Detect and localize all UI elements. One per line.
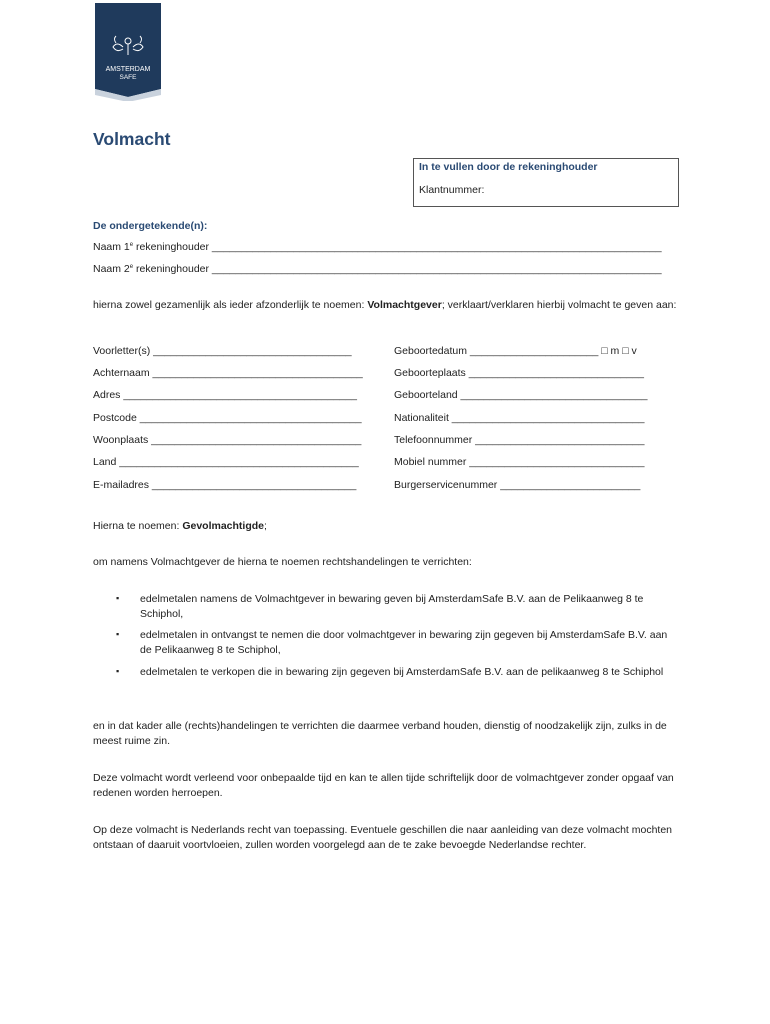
bullet-marker: ▪: [116, 593, 120, 603]
ordinal-sup: e: [129, 264, 134, 270]
name2-line: rekeninghouder _____________________________________________________________________________: [133, 263, 662, 275]
field-postcode[interactable]: Postcode ______________________________________: [93, 412, 362, 424]
ordinal-sup: e: [129, 242, 134, 248]
page-title: Volmacht: [93, 129, 171, 149]
list-item: edelmetalen te verkopen die in bewaring zijn gegeven bij AmsterdamSafe B.V. aan de pelikaanweg 8 te Schiphol: [140, 666, 664, 678]
gevolmachtigde-term: Gevolmachtigde: [182, 520, 265, 532]
account-holder-box: [413, 158, 679, 207]
bullet-marker: ▪: [116, 629, 120, 639]
client-number-label: Klantnummer:: [419, 184, 485, 196]
field-initials[interactable]: Voorletter(s) __________________________________: [93, 345, 352, 357]
field-mobile[interactable]: Mobiel nummer ______________________________: [394, 456, 645, 468]
list-item: edelmetalen in ontvangst te nemen die door volmachtgever in bewaring zijn gegeven bij AmsterdamSafe B.V. aan de Pelikaanweg 8 te Schiphol,: [140, 629, 668, 656]
law-paragraph: Op deze volmacht is Nederlands recht van toepassing. Eventuele geschillen die naar aanleiding van deze volmacht mochten ontstaan of daaruit voortvloeien, zullen worden voorgelegd aan de te zake bevoegde Nederlandse rechter.: [93, 824, 673, 851]
account-box-heading: In te vullen door de rekeninghouder: [419, 161, 598, 173]
name2-field[interactable]: [93, 262, 662, 276]
signatories-heading: De ondergetekende(n):: [93, 220, 208, 232]
field-surname[interactable]: Achternaam ____________________________________: [93, 367, 363, 379]
field-bsn[interactable]: Burgerservicenummer ________________________: [394, 479, 641, 491]
name1-label: Naam 1: [93, 241, 130, 253]
name2-label: Naam 2: [93, 263, 130, 275]
field-country[interactable]: Land _________________________________________: [93, 456, 359, 468]
field-birthplace[interactable]: Geboorteplaats ______________________________: [394, 367, 644, 379]
svg-text:SAFE: SAFE: [119, 74, 137, 81]
field-city[interactable]: Woonplaats ____________________________________: [93, 434, 362, 446]
name1-field[interactable]: [93, 240, 662, 254]
volmachtgever-term: Volmachtgever: [367, 299, 442, 311]
bullet-marker: ▪: [116, 666, 120, 676]
svg-text:AMSTERDAM: AMSTERDAM: [105, 66, 151, 73]
authorized-line: Hierna te noemen: Gevolmachtigde;: [93, 520, 267, 532]
scope-paragraph: en in dat kader alle (rechts)handelingen te verrichten die daarmee verband houden, dienstig of noodzakelijk zijn, zulks in de meest ruime zin.: [93, 720, 667, 747]
acts-intro: om namens Volmachtgever de hierna te noemen rechtshandelingen te verrichten:: [93, 556, 472, 568]
field-nationality[interactable]: Nationaliteit _________________________________: [394, 412, 645, 424]
intro-paragraph: hierna zowel gezamenlijk als ieder afzonderlijk te noemen: Volmachtgever; verklaart/verklaren hierbij volmacht te geven aan:: [93, 299, 677, 311]
field-email[interactable]: E-mailadres ___________________________________: [93, 479, 357, 491]
field-phone[interactable]: Telefoonnummer _____________________________: [394, 434, 645, 446]
amsterdam-safe-logo: [95, 3, 161, 101]
field-address[interactable]: Adres ________________________________________: [93, 389, 357, 401]
field-birthdate[interactable]: Geboortedatum ______________________ □ m □ v: [394, 345, 637, 357]
duration-paragraph: Deze volmacht wordt verleend voor onbepaalde tijd en kan te allen tijde schriftelijk door de volmachtgever zonder opgaaf van redenen worden herroepen.: [93, 772, 674, 799]
field-birth-country[interactable]: Geboorteland ________________________________: [394, 389, 648, 401]
name1-line: rekeninghouder _____________________________________________________________________________: [133, 241, 662, 253]
list-item: edelmetalen namens de Volmachtgever in bewaring geven bij AmsterdamSafe B.V. aan de Pelikaanweg 8 te Schiphol,: [140, 593, 644, 620]
